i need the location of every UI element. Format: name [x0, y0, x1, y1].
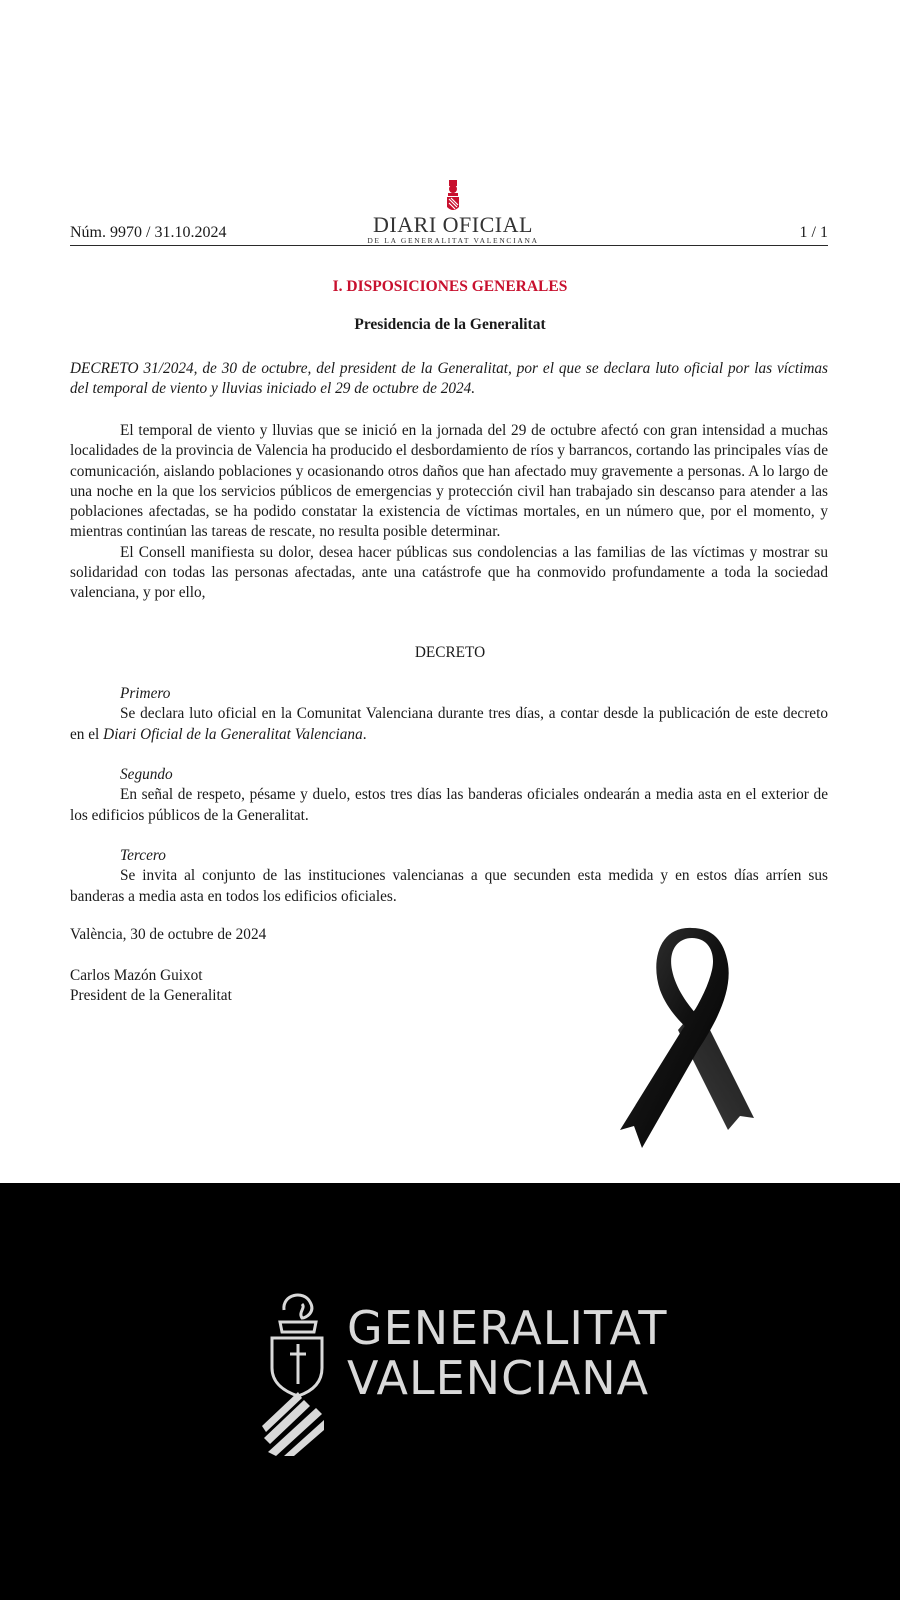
- institution-title: Presidencia de la Generalitat: [354, 316, 546, 333]
- article-first: [70, 684, 828, 745]
- mourning-ribbon-icon: [620, 920, 772, 1152]
- section-title: I. DISPOSICIONES GENERALES: [332, 278, 568, 295]
- decree-title: DECRETO 31/2024, de 30 de octubre, del president de la Generalitat, por el que se declara luto oficial por las víctimas del temporal de viento y lluvias iniciado el 29 de octubre de 2024.: [70, 360, 828, 398]
- article-title: Tercero: [120, 847, 166, 864]
- journal-name: Diari Oficial de la Generalitat Valenciana: [103, 725, 363, 743]
- decree-heading: DECRETO: [414, 644, 486, 661]
- masthead-logo: [358, 180, 548, 244]
- article-text: [70, 704, 828, 745]
- preamble-paragraph: El temporal de viento y lluvias que se inició en la jornada del 29 de octubre afectó con gran intensidad a muchas localidades de la provincia de Valencia ha producido el desbordamiento de ríos y barrancos, cortando las principales vías de comunicación, aislando poblaciones y ocasionando otros daños que han afectado muy gravemente a personas. A lo largo de una noche en la que los servicios públicos de emergencias y protección civil han trabajado sin descanso para atender a las poblaciones afectadas, se ha podido constatar la existencia de víctimas mortales, en un número que, por el momento, y mientras continúan las tareas de rescate, no resulta posible determinar.: [70, 422, 828, 541]
- article-title: Primero: [120, 685, 171, 702]
- preamble-paragraph: El Consell manifiesta su dolor, desea hacer públicas sus condolencias a las familias de las víctimas y mostrar su solidaridad con todas las personas afectadas, ante una catástrofe que ha conmovido profundamente a toda la sociedad valenciana, y por ello,: [70, 543, 828, 602]
- footer-banner: [0, 1183, 900, 1600]
- place-date: València, 30 de octubre de 2024: [70, 926, 267, 943]
- masthead-title: DIARI OFICIAL: [373, 212, 533, 237]
- preamble: [70, 421, 828, 604]
- article-text-part: Se declara luto oficial en la Comunitat Valenciana durante tres días, a contar desde la publicación de este decreto en el: [70, 705, 828, 743]
- footer-line1: GENERALITAT: [347, 1301, 668, 1355]
- signer-role: President de la Generalitat: [70, 987, 232, 1005]
- page-indicator: 1 / 1: [799, 224, 828, 241]
- issue-number: Núm. 9970 / 31.10.2024: [70, 224, 227, 241]
- article-third: [70, 846, 828, 907]
- article-text-part: .: [362, 725, 367, 743]
- footer-line2: VALENCIANA: [347, 1351, 650, 1405]
- masthead-subtitle: DE LA GENERALITAT VALENCIANA: [367, 236, 539, 245]
- article-text: Se invita al conjunto de las instituciones valencianas a que secunden esta medida y en estos días arríen sus banderas a media asta en todos los edificios oficiales.: [70, 867, 828, 905]
- document-header: [70, 180, 828, 246]
- article-second: [70, 765, 828, 826]
- article-title: Segundo: [120, 766, 173, 783]
- signature-block: [70, 966, 232, 1007]
- article-text: En señal de respeto, pésame y duelo, estos tres días las banderas oficiales ondearán a media asta en el exterior de los edificios públicos de la Generalitat.: [70, 786, 828, 824]
- gv-crest-icon: [258, 1288, 338, 1458]
- footer-wordmark: [347, 1303, 667, 1403]
- gv-crest-icon: [445, 180, 461, 214]
- signer-name: Carlos Mazón Guixot: [70, 967, 203, 984]
- header-rule: [70, 245, 828, 246]
